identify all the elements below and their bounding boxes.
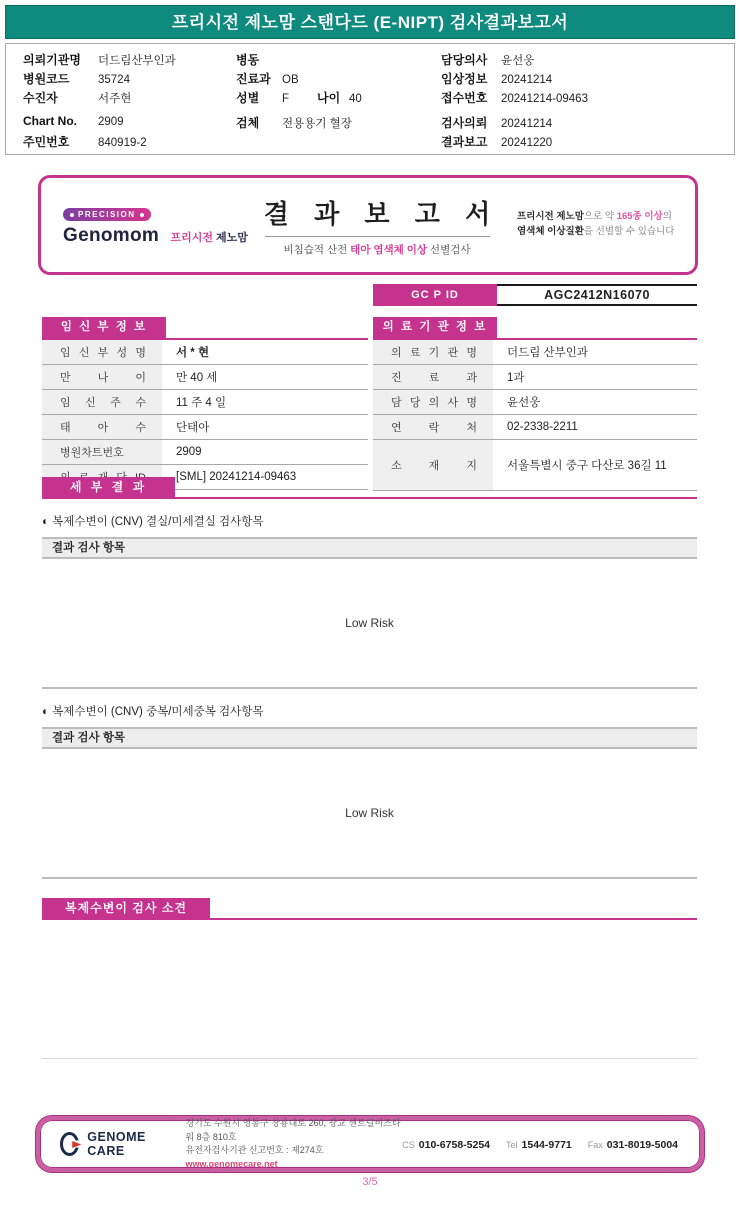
cs-contact: CS 010-6758-5254 — [402, 1139, 491, 1151]
field-ward — [236, 51, 441, 70]
field-attending-doctor — [441, 51, 734, 70]
table-row — [373, 340, 697, 365]
field-label: 담당의사 — [441, 53, 488, 67]
cnv-deletion-result: Low Risk — [42, 559, 697, 689]
row-label: 병원차트번호 — [60, 447, 124, 459]
report-subtitle: 비침습적 산전 태아 염색체 이상 선별검사 — [283, 243, 471, 256]
row-value: 1과 — [507, 372, 525, 384]
table-row — [373, 415, 697, 440]
cnv-duplication-heading: ◐ 복제수변이 (CNV) 중복/미세중복 검사항목 — [42, 706, 264, 718]
field-label: 병동 — [236, 53, 260, 67]
table-row — [42, 415, 368, 440]
row-label: 담 당 의 사 명 — [391, 397, 477, 409]
field-label: 수진자 — [23, 91, 58, 105]
section-header — [42, 898, 697, 920]
website-link: www.genomecare.net — [185, 1158, 278, 1169]
patient-header-col3 — [441, 51, 734, 154]
field-label: 검체 — [236, 116, 260, 130]
brand-korean: 프리시전 제노맘 — [170, 231, 248, 244]
row-value: 02-2338-2211 — [507, 421, 578, 433]
mother-info-title: 임 신 부 정 보 — [42, 317, 166, 338]
field-label: 접수번호 — [441, 91, 488, 105]
table-title-row — [373, 317, 697, 340]
page-number: 3/5 — [362, 1176, 378, 1188]
mother-info-table — [42, 317, 368, 490]
field-value: 840919-2 — [98, 137, 147, 149]
field-clinical-info — [441, 70, 734, 89]
row-value: 윤선웅 — [507, 397, 541, 409]
clinic-info-table — [373, 317, 697, 491]
page-title: 프리시전 제노맘 스탠다드 (E-NIPT) 검사결과보고서 — [5, 5, 735, 39]
field-value: 더드림산부인과 — [98, 55, 176, 67]
row-value: 2909 — [176, 446, 202, 458]
row-value: [SML] 20241214-09463 — [176, 471, 297, 483]
field-value: 윤선웅 — [501, 55, 535, 67]
patient-header-panel — [5, 43, 735, 155]
title-divider — [265, 236, 490, 237]
field-label: 임상정보 — [441, 72, 488, 86]
field-value: 20241214-09463 — [501, 93, 588, 105]
field-sex-age — [236, 89, 441, 108]
field-value: 2909 — [98, 116, 124, 128]
row-value: 단태아 — [176, 422, 210, 434]
footer-address — [185, 1117, 402, 1171]
genomom-logo — [41, 204, 248, 247]
row-value: 만 40 세 — [176, 372, 218, 384]
brand-name: Genomom — [63, 224, 160, 246]
field-label: 결과보고 — [441, 135, 488, 149]
genome-care-logo — [60, 1130, 167, 1158]
details-section — [42, 477, 697, 879]
field-patient-name — [23, 89, 236, 108]
result-column-header: 결과 검사 항목 — [42, 727, 697, 749]
genome-care-logo-icon — [60, 1132, 79, 1156]
row-label: 임 신 주 수 — [60, 397, 146, 409]
gc-p-id-label: GC P ID — [373, 284, 497, 306]
field-value: 20241214 — [501, 74, 553, 86]
table-row — [373, 365, 697, 390]
patient-header-col1 — [23, 51, 236, 154]
field-value: F — [282, 93, 290, 105]
gc-p-id-value: AGC2412N16070 — [497, 284, 697, 306]
row-label: 의 료 기 관 명 — [391, 347, 477, 359]
row-value: 서울특별시 중구 다산로 36길 11 — [507, 460, 667, 472]
report-title-block — [237, 194, 517, 257]
findings-section-title: 복제수변이 검사 소견 — [42, 898, 210, 918]
table-row — [42, 365, 368, 390]
field-value: 서주현 — [98, 93, 132, 105]
badge-dot-icon — [140, 213, 144, 217]
table-title-row — [42, 317, 368, 340]
field-label: Chart No. — [23, 114, 77, 128]
row-label: 소 재 지 — [391, 460, 477, 472]
table-row — [42, 340, 368, 365]
field-label: 성별 — [236, 91, 260, 105]
row-label: 임 신 부 성 명 — [60, 347, 146, 359]
table-row — [373, 390, 697, 415]
result-column-header: 결과 검사 항목 — [42, 537, 697, 559]
field-value: OB — [282, 74, 299, 86]
findings-bottom-divider — [42, 1058, 697, 1059]
table-row — [42, 440, 368, 465]
row-value: 11 주 4 일 — [176, 397, 227, 409]
field-resident-id — [23, 133, 236, 152]
brand-line — [63, 224, 248, 247]
footer-contacts — [402, 1135, 678, 1153]
field-department — [236, 70, 441, 89]
footer — [36, 1116, 704, 1172]
field-label: 의뢰기관명 — [23, 53, 81, 67]
cnv-deletion-heading: ◐ 복제수변이 (CNV) 결실/미세결실 검사항목 — [42, 516, 264, 528]
field-value: 20241220 — [501, 137, 553, 149]
badge-dot-icon — [70, 213, 74, 217]
row-label: 태 아 수 — [60, 422, 146, 434]
field-specimen — [236, 114, 441, 133]
row-label: 만 나 이 — [60, 372, 146, 384]
badge-text: PRECISION — [78, 210, 136, 219]
table-row — [42, 390, 368, 415]
field-label: 나이 — [317, 91, 341, 105]
clinic-info-title: 의 료 기 관 정 보 — [373, 317, 497, 338]
field-label: 병원코드 — [23, 72, 70, 86]
field-value: 35724 — [98, 74, 130, 86]
row-label: 연 락 처 — [391, 422, 477, 434]
tel-contact: Tel 1544-9771 — [506, 1139, 572, 1151]
field-ordering-institution — [23, 51, 236, 70]
fax-contact: Fax 031-8019-5004 — [587, 1139, 678, 1151]
findings-section — [42, 898, 697, 920]
report-tagline: 프리시전 제노맘으로 약 165종 이상의 염색체 이상질환을 선별할 수 있습니다 — [517, 211, 675, 237]
field-value: 20241214 — [501, 118, 553, 130]
field-chart-no — [23, 114, 236, 133]
row-value: 서 * 현 — [176, 347, 210, 359]
company-name: GENOME CARE — [87, 1130, 146, 1158]
field-label: 검사의뢰 — [441, 116, 488, 130]
field-receipt-no — [441, 89, 734, 108]
field-value: 40 — [349, 93, 362, 105]
details-section-title: 세 부 결 과 — [42, 477, 175, 497]
address-line2: 유전자검사기관 신고번호 : 제274호 — [185, 1145, 324, 1155]
field-label: 주민번호 — [23, 135, 70, 149]
precision-badge — [63, 208, 151, 221]
field-test-request-date — [441, 114, 734, 133]
report-title: 결 과 보 고 서 — [263, 198, 500, 229]
field-label: 진료과 — [236, 72, 271, 86]
report-title-box — [38, 175, 698, 275]
cnv-duplication-result: Low Risk — [42, 749, 697, 879]
section-header — [42, 477, 697, 499]
field-value: 전용용기 혈장 — [282, 118, 352, 130]
row-value: 더드림 산부인과 — [507, 347, 588, 359]
field-result-report-date — [441, 133, 734, 152]
gc-p-id-row — [373, 284, 697, 306]
row-label: 진 료 과 — [391, 372, 477, 384]
address-line1: 경기도 수원시 영통구 창룡대로 260, 광교 센트럴비즈타워 8층 810호 — [185, 1118, 401, 1142]
field-hospital-code — [23, 70, 236, 89]
patient-header-col2 — [236, 51, 441, 154]
